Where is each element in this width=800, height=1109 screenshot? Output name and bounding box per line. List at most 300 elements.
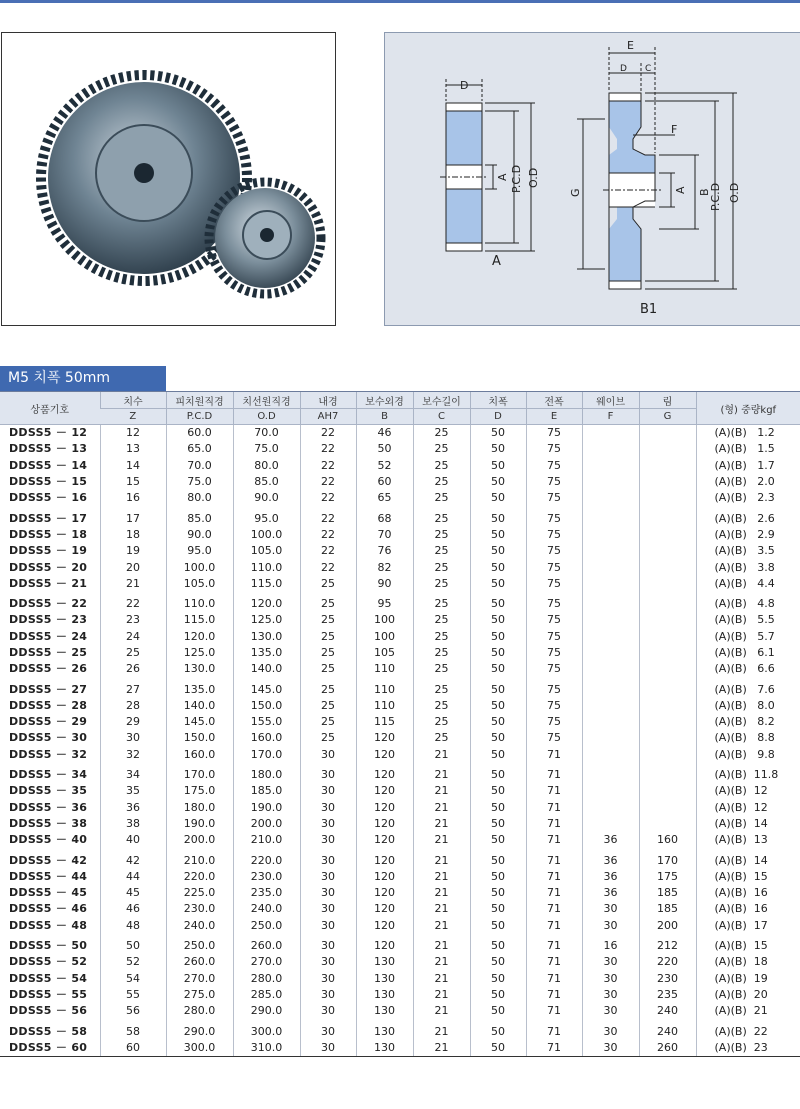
table-cell: 71 — [526, 747, 582, 763]
table-cell: 30 — [300, 934, 356, 954]
table-cell: 75 — [526, 458, 582, 474]
table-cell: 70 — [356, 527, 413, 543]
product-code-cell: DDSS5 － 34 — [9, 768, 88, 782]
product-code-cell: DDSS5 － 44 — [9, 869, 88, 883]
table-cell — [582, 800, 639, 816]
table-cell: 130 — [356, 1040, 413, 1057]
table-cell: 71 — [526, 918, 582, 934]
table-cell: 22 — [300, 559, 356, 575]
table-cell: 300.0 — [233, 1019, 300, 1039]
product-code-cell: DDSS5 － 13 — [9, 442, 88, 456]
table-cell: 56 — [100, 1003, 166, 1019]
table-cell: 130 — [356, 954, 413, 970]
table-cell: 22 — [300, 474, 356, 490]
table-cell: 30 — [300, 848, 356, 868]
table-row — [0, 1040, 800, 1057]
table-cell: (A)(B) 16 — [696, 885, 800, 901]
table-cell: 40 — [100, 832, 166, 848]
header-rim: 림 — [639, 392, 696, 409]
table-row — [0, 645, 800, 661]
table-cell: (A)(B) 15 — [696, 934, 800, 954]
product-code-cell: DDSS5 － 22 — [9, 597, 88, 611]
product-code-cell: DDSS5 － 40 — [9, 833, 88, 847]
table-cell: 25 — [413, 441, 470, 457]
table-cell: 25 — [413, 661, 470, 677]
gear-photo — [1, 32, 336, 326]
table-cell: (A)(B) 19 — [696, 971, 800, 987]
header-tip-dia: 치선원직경 — [233, 392, 300, 409]
table-cell: 22 — [300, 441, 356, 457]
table-cell: 75 — [526, 441, 582, 457]
table-cell: 120.0 — [233, 592, 300, 612]
table-cell: 25 — [413, 576, 470, 592]
table-cell: 110 — [356, 698, 413, 714]
table-cell — [582, 559, 639, 575]
table-row — [0, 425, 800, 442]
table-cell — [639, 661, 696, 677]
table-cell: 125.0 — [233, 612, 300, 628]
table-cell — [639, 506, 696, 526]
table-cell: 50 — [470, 592, 526, 612]
table-cell — [582, 490, 639, 506]
sub-pcd: P.C.D — [166, 409, 233, 425]
table-row — [0, 816, 800, 832]
table-cell: 220.0 — [233, 848, 300, 868]
table-row — [0, 832, 800, 848]
table-cell: 38 — [100, 816, 166, 832]
table-cell: 50 — [470, 869, 526, 885]
table-cell: 71 — [526, 763, 582, 783]
table-cell: 71 — [526, 848, 582, 868]
table-cell: 71 — [526, 987, 582, 1003]
table-cell: 50 — [470, 1019, 526, 1039]
table-cell: 25 — [300, 661, 356, 677]
header-hub-length: 보수길이 — [413, 392, 470, 409]
table-cell: 50 — [100, 934, 166, 954]
product-code-cell: DDSS5 － 42 — [9, 853, 88, 867]
table-cell: 25 — [413, 425, 470, 442]
table-cell: 190.0 — [233, 800, 300, 816]
table-cell: 21 — [413, 885, 470, 901]
table-cell — [582, 527, 639, 543]
table-cell: 185.0 — [233, 783, 300, 799]
table-cell: 50 — [470, 832, 526, 848]
header-weight: (형) 중량kgf — [696, 392, 800, 425]
table-cell: 26 — [100, 661, 166, 677]
table-cell: 110 — [356, 677, 413, 697]
table-cell: 30 — [300, 901, 356, 917]
table-row — [0, 869, 800, 885]
table-cell: 50 — [470, 1040, 526, 1057]
product-code-cell: DDSS5 － 27 — [9, 682, 88, 696]
table-cell: 50 — [470, 714, 526, 730]
table-cell: 22 — [300, 425, 356, 442]
table-row — [0, 730, 800, 746]
table-cell: (A)(B) 12 — [696, 783, 800, 799]
table-cell: 50 — [470, 425, 526, 442]
table-cell: 170 — [639, 848, 696, 868]
table-cell: 29 — [100, 714, 166, 730]
table-cell: 120 — [356, 783, 413, 799]
product-code-cell: DDSS5 － 28 — [9, 698, 88, 712]
table-cell: 25 — [300, 730, 356, 746]
table-cell: 30 — [300, 954, 356, 970]
table-cell: 145.0 — [233, 677, 300, 697]
table-cell: 30 — [582, 901, 639, 917]
table-cell: 160 — [639, 832, 696, 848]
table-cell: 75 — [526, 714, 582, 730]
table-cell: 140.0 — [233, 661, 300, 677]
table-cell: 200.0 — [166, 832, 233, 848]
table-row — [0, 441, 800, 457]
table-cell: 30 — [300, 885, 356, 901]
table-cell: 50 — [470, 730, 526, 746]
table-cell — [582, 576, 639, 592]
table-cell: 50 — [470, 559, 526, 575]
table-cell: 50 — [470, 441, 526, 457]
table-cell: 18 — [100, 527, 166, 543]
table-cell: 71 — [526, 783, 582, 799]
table-cell: 21 — [413, 934, 470, 954]
table-row — [0, 848, 800, 868]
table-cell: 65 — [356, 490, 413, 506]
table-cell: 180.0 — [233, 763, 300, 783]
type-a-dim-pcd: P.C.D — [510, 164, 523, 193]
spec-table — [0, 391, 800, 1057]
table-cell: 30 — [300, 763, 356, 783]
table-cell: 290.0 — [233, 1003, 300, 1019]
table-cell: 90.0 — [166, 527, 233, 543]
type-b-dim-c: C — [645, 64, 652, 74]
table-cell: 105.0 — [166, 576, 233, 592]
table-cell: 150.0 — [233, 698, 300, 714]
product-code-cell: DDSS5 － 23 — [9, 613, 88, 627]
sub-ah7: AH7 — [300, 409, 356, 425]
table-cell: 25 — [413, 474, 470, 490]
table-cell: 71 — [526, 869, 582, 885]
header-web: 웨이브 — [582, 392, 639, 409]
table-row — [0, 612, 800, 628]
table-cell: (A)(B) 23 — [696, 1040, 800, 1057]
table-cell: 75 — [526, 698, 582, 714]
table-cell — [582, 543, 639, 559]
table-cell: 25 — [300, 698, 356, 714]
table-cell — [582, 677, 639, 697]
table-cell: 120.0 — [166, 629, 233, 645]
table-cell: 50 — [470, 698, 526, 714]
table-cell: 46 — [100, 901, 166, 917]
table-cell: 50 — [470, 543, 526, 559]
table-cell: 71 — [526, 901, 582, 917]
table-cell: 30 — [300, 747, 356, 763]
type-b-dim-f: F — [671, 123, 678, 136]
table-cell: 120 — [356, 832, 413, 848]
table-cell: 120 — [356, 763, 413, 783]
table-cell: 12 — [100, 425, 166, 442]
table-cell: 75 — [526, 730, 582, 746]
spur-gear-illustration — [2, 33, 335, 325]
table-cell: 52 — [100, 954, 166, 970]
table-cell: 145.0 — [166, 714, 233, 730]
table-cell: 36 — [582, 869, 639, 885]
table-cell: 70.0 — [166, 458, 233, 474]
table-cell: 44 — [100, 869, 166, 885]
table-row — [0, 971, 800, 987]
table-cell: 95 — [356, 592, 413, 612]
header-bore: 내경 — [300, 392, 356, 409]
spec-table-body — [0, 425, 800, 1057]
table-cell: 25 — [100, 645, 166, 661]
table-cell — [639, 629, 696, 645]
table-cell: 45 — [100, 885, 166, 901]
table-cell: 185 — [639, 885, 696, 901]
table-cell: 290.0 — [166, 1019, 233, 1039]
sub-g: G — [639, 409, 696, 425]
table-cell: (A)(B) 17 — [696, 918, 800, 934]
table-row — [0, 661, 800, 677]
table-cell: 82 — [356, 559, 413, 575]
table-cell: 250.0 — [166, 934, 233, 954]
table-cell: 120 — [356, 747, 413, 763]
table-cell: 50 — [470, 1003, 526, 1019]
table-cell: (A)(B) 1.7 — [696, 458, 800, 474]
table-cell — [582, 645, 639, 661]
product-code-cell: DDSS5 － 35 — [9, 784, 88, 798]
table-cell: 19 — [100, 543, 166, 559]
table-cell: 30 — [582, 1003, 639, 1019]
table-cell: 140.0 — [166, 698, 233, 714]
table-cell: 42 — [100, 848, 166, 868]
table-cell: 71 — [526, 954, 582, 970]
table-cell: 75 — [526, 506, 582, 526]
table-cell: 71 — [526, 800, 582, 816]
table-cell: 115 — [356, 714, 413, 730]
table-cell: 17 — [100, 506, 166, 526]
table-cell: 75 — [526, 559, 582, 575]
table-cell: 60.0 — [166, 425, 233, 442]
section-tag: M5 치폭 50mm — [0, 366, 166, 391]
table-cell: 120 — [356, 848, 413, 868]
table-cell: 46 — [356, 425, 413, 442]
table-cell: 130.0 — [233, 629, 300, 645]
table-cell: 175.0 — [166, 783, 233, 799]
table-cell: 16 — [582, 934, 639, 954]
table-cell: 110.0 — [166, 592, 233, 612]
table-cell: 75 — [526, 543, 582, 559]
table-cell: 75 — [526, 661, 582, 677]
header-row-sub — [0, 409, 800, 425]
product-code-cell: DDSS5 － 25 — [9, 646, 88, 659]
table-cell: 75.0 — [166, 474, 233, 490]
sub-z: Z — [100, 409, 166, 425]
table-cell: 75 — [526, 612, 582, 628]
table-cell: (A)(B) 2.6 — [696, 506, 800, 526]
table-row — [0, 592, 800, 612]
table-row — [0, 714, 800, 730]
table-cell: 50 — [470, 783, 526, 799]
table-row — [0, 1019, 800, 1039]
table-cell: 71 — [526, 885, 582, 901]
product-code-cell: DDSS5 － 16 — [9, 491, 88, 505]
table-cell: 30 — [300, 987, 356, 1003]
table-cell: 30 — [582, 987, 639, 1003]
product-code-cell: DDSS5 － 50 — [9, 939, 88, 953]
table-cell: 25 — [300, 592, 356, 612]
table-cell: 75 — [526, 474, 582, 490]
table-cell: 21 — [413, 1019, 470, 1039]
table-cell: 100.0 — [166, 559, 233, 575]
table-cell — [582, 661, 639, 677]
table-cell: 50 — [470, 474, 526, 490]
table-cell: 105 — [356, 645, 413, 661]
table-cell: 25 — [413, 677, 470, 697]
table-cell: (A)(B) 8.8 — [696, 730, 800, 746]
table-cell: 25 — [300, 629, 356, 645]
table-cell: 75.0 — [233, 441, 300, 457]
table-cell: 50 — [470, 506, 526, 526]
table-cell — [639, 543, 696, 559]
table-cell: 21 — [413, 971, 470, 987]
table-cell: 50 — [470, 458, 526, 474]
table-cell: (A)(B) 7.6 — [696, 677, 800, 697]
table-cell: 220 — [639, 954, 696, 970]
table-cell: (A)(B) 16 — [696, 901, 800, 917]
table-cell: (A)(B) 21 — [696, 1003, 800, 1019]
table-cell: 21 — [413, 832, 470, 848]
table-cell: (A)(B) 20 — [696, 987, 800, 1003]
table-cell: 50 — [470, 816, 526, 832]
table-cell: 60 — [356, 474, 413, 490]
table-cell — [639, 612, 696, 628]
table-cell: 22 — [300, 458, 356, 474]
table-cell: 50 — [470, 677, 526, 697]
table-cell: 21 — [413, 869, 470, 885]
table-cell: 50 — [470, 612, 526, 628]
table-cell: 50 — [470, 661, 526, 677]
table-cell — [639, 425, 696, 442]
table-cell: 30 — [300, 783, 356, 799]
table-cell: 135.0 — [166, 677, 233, 697]
table-cell — [639, 677, 696, 697]
table-cell: 21 — [413, 816, 470, 832]
table-cell — [582, 763, 639, 783]
table-row — [0, 458, 800, 474]
type-a-dim-d: D — [460, 79, 469, 92]
table-cell: 58 — [100, 1019, 166, 1039]
table-cell: 75 — [526, 592, 582, 612]
table-cell: 23 — [100, 612, 166, 628]
table-cell: 21 — [413, 800, 470, 816]
table-cell: 240.0 — [233, 901, 300, 917]
table-cell: 75 — [526, 527, 582, 543]
table-cell: 30 — [582, 1019, 639, 1039]
table-cell — [639, 816, 696, 832]
table-cell: 30 — [300, 918, 356, 934]
table-cell: 21 — [413, 1003, 470, 1019]
table-cell — [639, 474, 696, 490]
table-row — [0, 783, 800, 799]
table-cell: 175 — [639, 869, 696, 885]
product-code-cell: DDSS5 － 56 — [9, 1004, 88, 1018]
table-cell: 50 — [470, 954, 526, 970]
table-cell: 25 — [413, 559, 470, 575]
table-cell: 71 — [526, 934, 582, 954]
sub-c: C — [413, 409, 470, 425]
table-cell: 34 — [100, 763, 166, 783]
product-code-cell: DDSS5 － 54 — [9, 971, 88, 985]
table-cell: 21 — [413, 1040, 470, 1057]
table-cell — [639, 747, 696, 763]
table-cell — [639, 714, 696, 730]
table-cell: (A)(B) 1.5 — [696, 441, 800, 457]
type-a-label: A — [492, 254, 501, 269]
table-cell: 50 — [470, 934, 526, 954]
table-row — [0, 918, 800, 934]
table-cell: 90.0 — [233, 490, 300, 506]
table-cell: 30 — [300, 971, 356, 987]
table-cell: 50 — [470, 901, 526, 917]
product-code-cell: DDSS5 － 55 — [9, 987, 88, 1001]
table-row — [0, 763, 800, 783]
table-cell: 120 — [356, 885, 413, 901]
sub-f: F — [582, 409, 639, 425]
type-b-dim-e: E — [627, 39, 634, 52]
table-cell: 75 — [526, 425, 582, 442]
table-cell: 120 — [356, 800, 413, 816]
table-cell: 80.0 — [166, 490, 233, 506]
table-cell — [582, 783, 639, 799]
table-cell: 25 — [300, 714, 356, 730]
large-gear — [41, 75, 247, 281]
table-cell: 50 — [356, 441, 413, 457]
table-cell: 25 — [413, 543, 470, 559]
table-cell: 120 — [356, 934, 413, 954]
table-cell: 220.0 — [166, 869, 233, 885]
product-code-cell: DDSS5 － 30 — [9, 731, 88, 745]
type-b-dim-pcd: P.C.D — [709, 182, 722, 211]
table-cell: 36 — [100, 800, 166, 816]
table-cell — [639, 458, 696, 474]
table-cell: (A)(B) 2.3 — [696, 490, 800, 506]
product-code-cell: DDSS5 － 48 — [9, 918, 88, 932]
product-code-cell: DDSS5 － 58 — [9, 1024, 88, 1038]
table-cell: 54 — [100, 971, 166, 987]
table-cell: 280.0 — [233, 971, 300, 987]
table-cell: (A)(B) 4.8 — [696, 592, 800, 612]
type-b-dim-d: D — [620, 64, 627, 74]
table-cell: 71 — [526, 1040, 582, 1057]
table-cell: (A)(B) 3.8 — [696, 559, 800, 575]
table-cell: 135.0 — [233, 645, 300, 661]
table-row — [0, 474, 800, 490]
table-cell: 71 — [526, 816, 582, 832]
product-code-cell: DDSS5 － 60 — [0, 1040, 100, 1057]
table-cell: 21 — [413, 783, 470, 799]
table-cell — [582, 816, 639, 832]
table-cell: 71 — [526, 971, 582, 987]
table-cell: 110.0 — [233, 559, 300, 575]
table-cell: 25 — [413, 458, 470, 474]
table-cell: (A)(B) 15 — [696, 869, 800, 885]
table-cell: 55 — [100, 987, 166, 1003]
table-cell: 13 — [100, 441, 166, 457]
table-cell: (A)(B) 22 — [696, 1019, 800, 1039]
table-cell: 28 — [100, 698, 166, 714]
table-cell: 30 — [300, 1040, 356, 1057]
table-cell: 50 — [470, 971, 526, 987]
table-cell: 70.0 — [233, 425, 300, 442]
header-face-width: 치폭 — [470, 392, 526, 409]
